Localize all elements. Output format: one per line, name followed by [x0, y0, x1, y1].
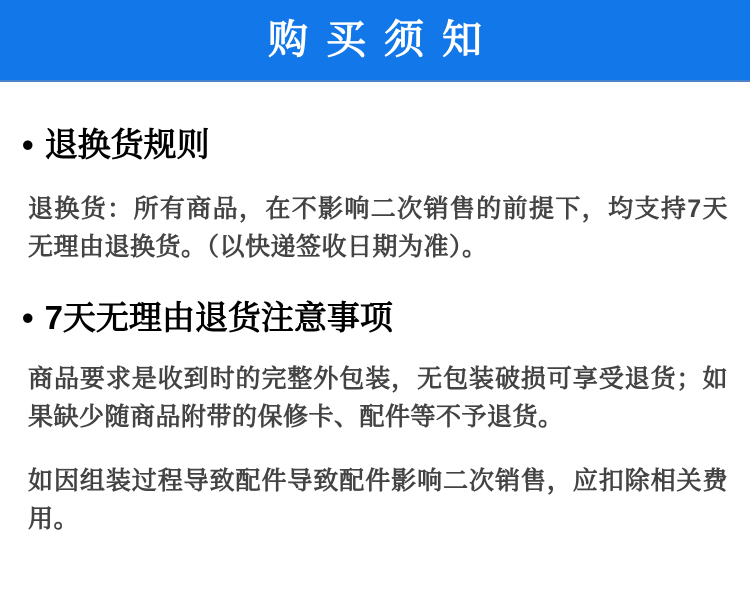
return-rules-paragraph: 退换货：所有商品，在不影响二次销售的前提下，均支持7天无理由退换货。（以快递签收日期为准）。 [28, 195, 728, 261]
bullet-icon: • [22, 126, 34, 163]
section-7day-return-notes [0, 298, 750, 538]
bullet-icon: • [22, 299, 34, 336]
page-header-banner [0, 0, 750, 82]
page-title: 购买须知 [268, 18, 500, 62]
section-heading-7day-notes [22, 298, 728, 338]
packaging-requirement-paragraph: 商品要求是收到时的完整外包装，无包装破损可享受退货；如果缺少随商品附带的保修卡、配件等不予退货。 [28, 365, 728, 431]
section-heading-return-rules [22, 125, 728, 165]
section-heading-text: 7天无理由退货注意事项 [44, 299, 393, 336]
notice-content [0, 125, 750, 538]
section-heading-text: 退换货规则 [44, 126, 210, 163]
assembly-fee-paragraph: 如因组装过程导致配件导致配件影响二次销售，应扣除相关费用。 [28, 467, 728, 533]
section-return-exchange-rules [0, 125, 750, 266]
